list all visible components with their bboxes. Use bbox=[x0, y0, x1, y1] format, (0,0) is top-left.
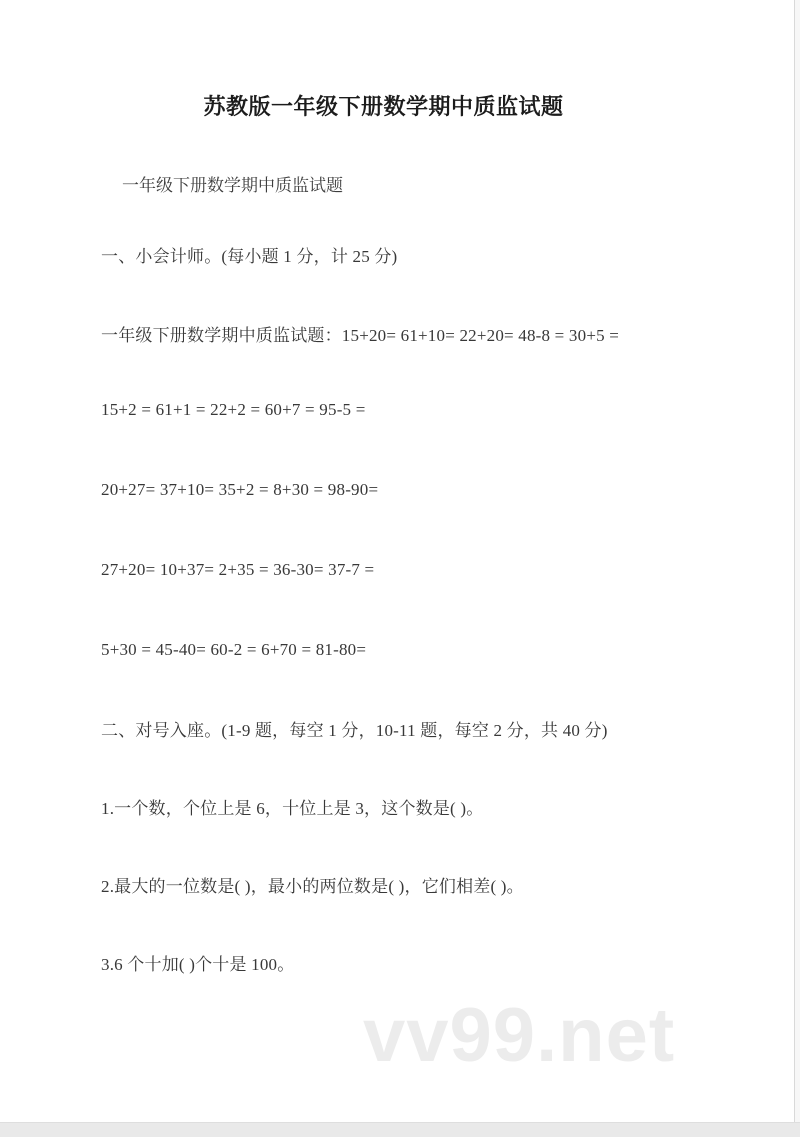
site-watermark: vv99.net bbox=[363, 993, 676, 1078]
equation-row-1: 一年级下册数学期中质监试题：15+20= 61+10= 22+20= 48-8 = 30+5 = bbox=[101, 326, 620, 345]
equation-row-2: 15+2 = 61+1 = 22+2 = 60+7 = 95-5 = bbox=[101, 400, 366, 419]
equation-row-3: 20+27= 37+10= 35+2 = 8+30 = 98-90= bbox=[101, 480, 379, 499]
document-subtitle: 一年级下册数学期中质监试题 bbox=[122, 176, 343, 195]
equation-row-5: 5+30 = 45-40= 60-2 = 6+70 = 81-80= bbox=[101, 640, 367, 659]
document-title: 苏教版一年级下册数学期中质监试题 bbox=[203, 94, 564, 119]
section-1-heading: 一、小会计师。(每小题 1 分，计 25 分) bbox=[101, 247, 398, 266]
page-footer-strip bbox=[0, 1122, 800, 1137]
question-item-2: 2.最大的一位数是( )，最小的两位数是( )，它们相差( )。 bbox=[101, 877, 524, 896]
question-item-1: 1.一个数，个位上是 6，十位上是 3，这个数是( )。 bbox=[101, 799, 484, 818]
equation-row-4: 27+20= 10+37= 2+35 = 36-30= 37-7 = bbox=[101, 560, 375, 579]
question-item-3: 3.6 个十加( )个十是 100。 bbox=[101, 955, 295, 974]
page-right-margin bbox=[795, 0, 800, 1137]
section-2-heading: 二、对号入座。(1-9 题，每空 1 分，10-11 题，每空 2 分，共 40 分) bbox=[101, 721, 608, 740]
